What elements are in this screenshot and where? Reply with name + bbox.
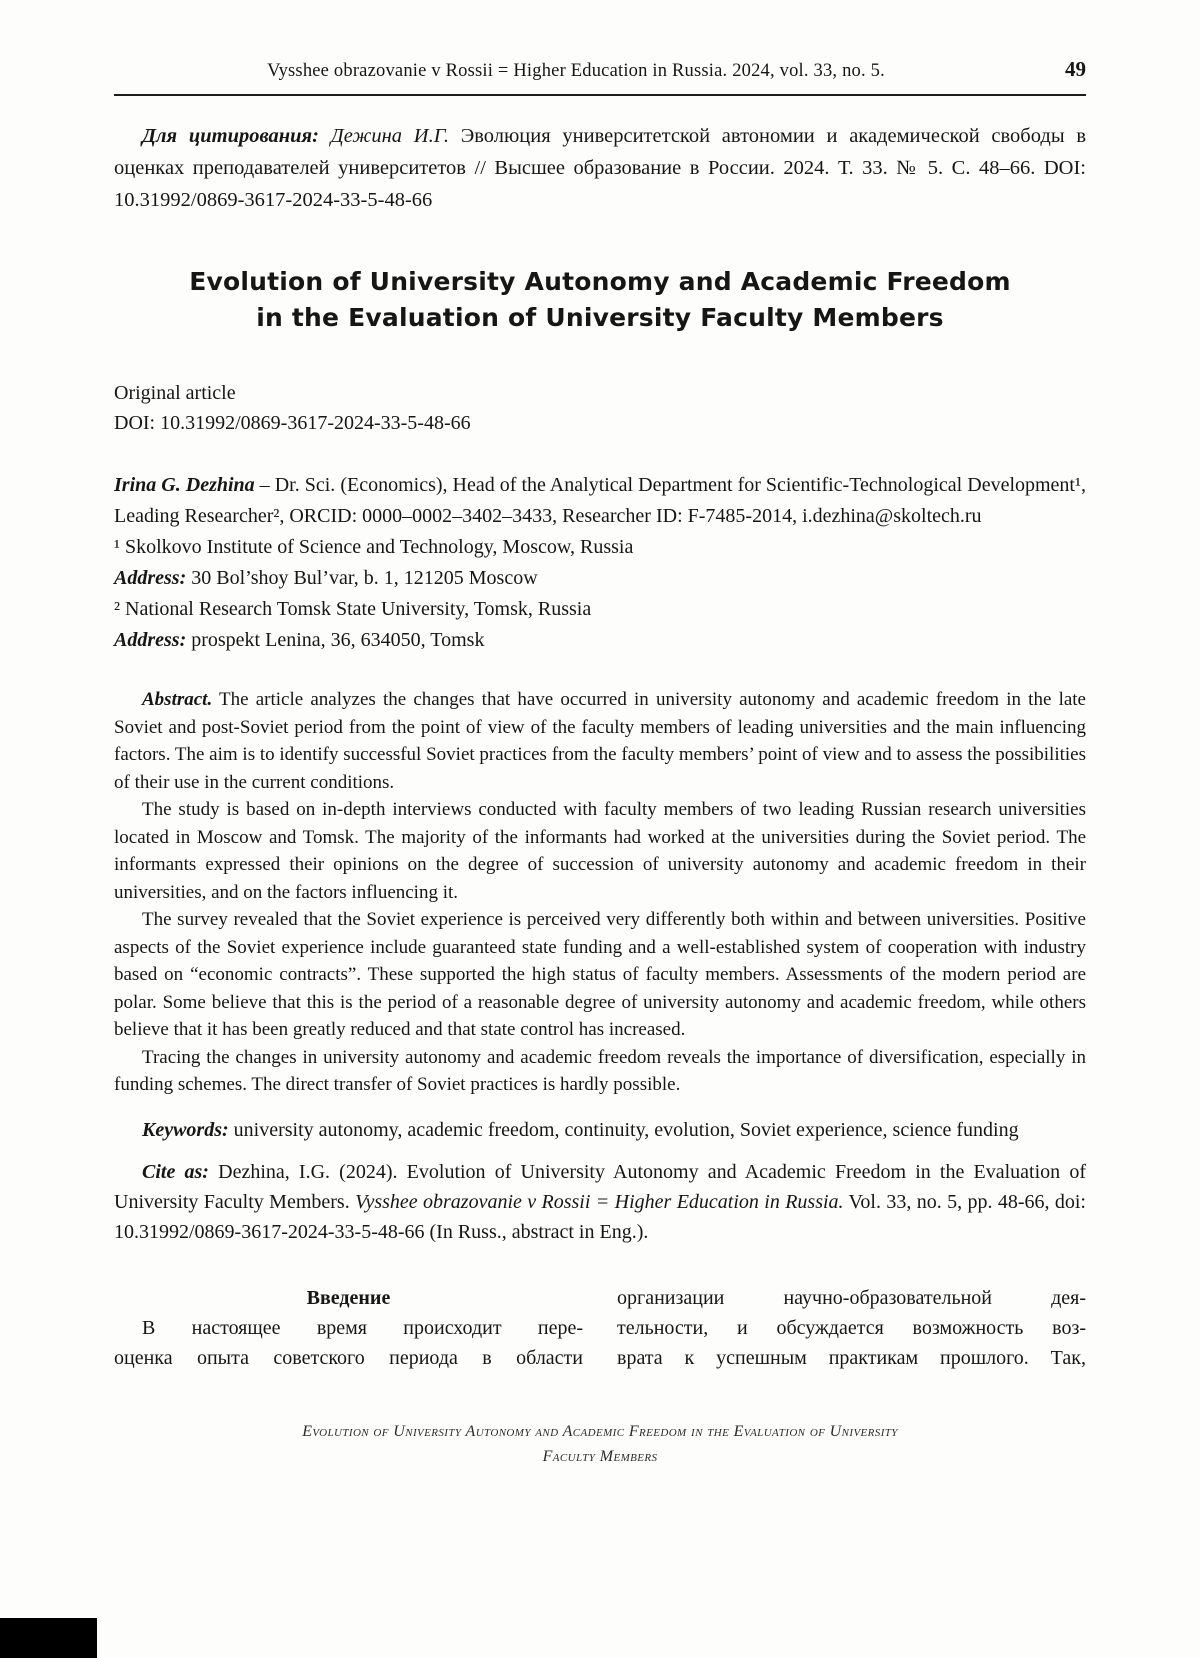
- abstract-paragraph-4: Tracing the changes in university autonomy and academic freedom reveals the importance of diversification, especially in funding schemes. The direct transfer of Soviet practices is hardly possible.: [114, 1046, 1086, 1095]
- cite-as-paragraph: [114, 1157, 1086, 1247]
- cite-as-part1: Dezhina, I.G. (2024). Evolution of University Autonomy and Academic Freedom in the Evaluation of University Faculty Members.: [114, 1160, 1086, 1213]
- abstract-paragraph-1: [114, 686, 1086, 796]
- abstract-p1-text: The article analyzes the changes that have occurred in university autonomy and academic freedom in the late Soviet and post-Soviet period from the point of view of the faculty members of leading universities and the main influencing factors. The aim is to identify successful Soviet practices from the faculty members’ point of view and to assess the possibilities of their use in the current conditions.: [114, 689, 1086, 793]
- citation-author: Дежина И.Г.: [330, 125, 461, 147]
- abstract-paragraph-2: The study is based on in-depth interviews conducted with faculty members of two leading Russian research universities located in Moscow and Tomsk. The majority of the informants had worked at the universities during the Soviet period. The informants expressed their opinions on the degree of succession of university autonomy and academic freedom in their universities, and on the factors influencing it.: [114, 799, 1086, 903]
- cite-as-part2: Vol. 33, no. 5, pp. 48-66, doi: 10.31992/0869-3617-2024-33-5-48-66 (In Russ., abstract in Eng.).: [114, 1190, 1086, 1243]
- address-1: [114, 563, 1086, 594]
- intro-left-line-2: оценка опыта советского периода в области: [114, 1346, 583, 1369]
- address-1-text: 30 Bol’shoy Bul’var, b. 1, 121205 Moscow: [186, 567, 538, 589]
- intro-right-line-2: тельности, и обсуждается возможность воз-: [617, 1316, 1086, 1339]
- page-content: [114, 56, 1086, 1469]
- cite-as-lead: Cite as:: [142, 1160, 209, 1183]
- citation-text: Эволюция университетской автономии и академической свободы в оценках преподавателей университетов // Высшее образование в России. 2024. Т. 33. № 5. С. 48–66. DOI: 10.31992/0869-3617-2024-33-5-48-66: [114, 125, 1087, 211]
- intro-column-right: [617, 1283, 1086, 1373]
- intro-right-line-1: организации научно-образовательной дея-: [617, 1286, 1086, 1309]
- cite-as-journal: Vysshee obrazovanie v Rossii = Higher Education in Russia.: [355, 1190, 844, 1213]
- article-title-line1: Evolution of University Autonomy and Academic Freedom: [189, 267, 1011, 296]
- article-meta: [114, 378, 1086, 438]
- keywords-lead: Keywords:: [142, 1118, 229, 1141]
- running-footer: [114, 1419, 1086, 1469]
- address-1-label: Address:: [114, 567, 187, 589]
- journal-title-line: Vysshee obrazovanie v Rossii = Higher Education in Russia. 2024, vol. 33, no. 5.: [267, 61, 885, 81]
- author-block: [114, 470, 1086, 656]
- intro-column-left: [114, 1283, 583, 1373]
- keywords-paragraph: [114, 1115, 1086, 1145]
- intro-two-column-section: [114, 1283, 1086, 1373]
- intro-right-line-3: врата к успешным практикам прошлого. Так,: [617, 1346, 1086, 1369]
- author-details: [114, 470, 1086, 532]
- author-credentials: – Dr. Sci. (Economics), Head of the Analytical Department for Scientific-Technological Development¹, Leading Researcher², ORCID: 0000–0002–3402–3433, Researcher ID: F-7485-2014, i.dezhina@skoltech.ru: [114, 474, 1086, 527]
- abstract-lead: Abstract.: [142, 689, 213, 710]
- running-header: [114, 56, 1086, 84]
- intro-heading: Введение: [306, 1286, 391, 1309]
- address-2-text: prospekt Lenina, 36, 634050, Tomsk: [186, 629, 485, 651]
- header-rule: [114, 94, 1086, 96]
- author-name: Irina G. Dezhina: [114, 474, 255, 496]
- article-title-line2: in the Evaluation of University Faculty Members: [256, 303, 944, 332]
- address-2-label: Address:: [114, 629, 187, 651]
- citation-paragraph-ru: [114, 120, 1086, 216]
- abstract-section: [114, 686, 1086, 1099]
- address-2: [114, 625, 1086, 656]
- affiliation-2: ² National Research Tomsk State University, Tomsk, Russia: [114, 598, 592, 620]
- running-footer-line2: Faculty Members: [542, 1447, 658, 1465]
- article-title: [114, 264, 1086, 336]
- scan-artifact-black-bar: [0, 1618, 97, 1658]
- article-type: Original article: [114, 382, 236, 404]
- page-number: 49: [1065, 57, 1086, 81]
- keywords-text: university autonomy, academic freedom, continuity, evolution, Soviet experience, science funding: [228, 1118, 1019, 1141]
- running-footer-line1: Evolution of University Autonomy and Academic Freedom in the Evaluation of University: [302, 1422, 898, 1440]
- affiliation-1: ¹ Skolkovo Institute of Science and Technology, Moscow, Russia: [114, 536, 634, 558]
- citation-lead: Для цитирования:: [142, 125, 331, 147]
- article-doi: DOI: 10.31992/0869-3617-2024-33-5-48-66: [114, 412, 471, 434]
- abstract-paragraph-3: The survey revealed that the Soviet experience is perceived very differently both within and between universities. Positive aspects of the Soviet experience include guaranteed state funding and a well-established system of cooperation with industry based on “economic contracts”. These supported the high status of faculty members. Assessments of the modern period are polar. Some believe that this is the period of a reasonable degree of university autonomy and academic freedom, while others believe that it has been greatly reduced and that state control has increased.: [114, 909, 1086, 1040]
- intro-left-line-1: В настоящее время происходит пере-: [142, 1316, 583, 1339]
